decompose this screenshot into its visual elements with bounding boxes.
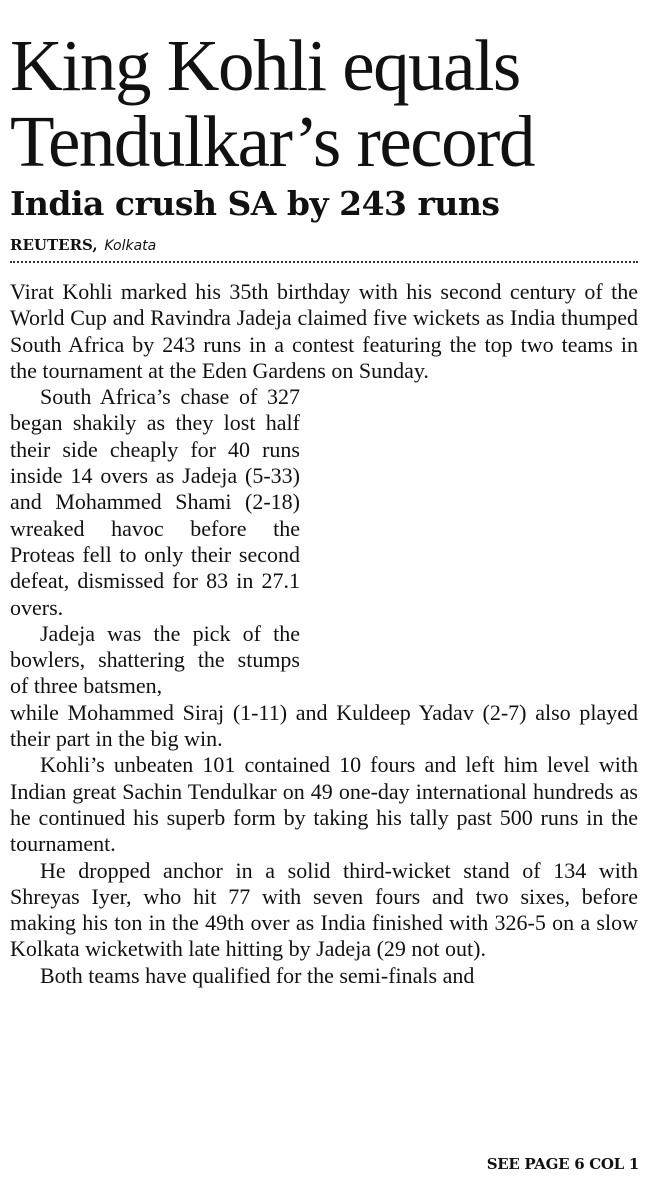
paragraph-chase: South Africa’s chase of 327 began shakily as they lost half their side cheaply for 40 runs inside 14 overs as Jadeja (5-33) and Mohammed Shami (2-18) wreaked havoc before the Proteas fell to only their second defeat, dismissed for 83 in 27.1 overs. [10, 384, 300, 620]
byline-agency: REUTERS, [10, 236, 98, 254]
paragraph-lede: Virat Kohli marked his 35th birthday with his second century of the World Cup and Ravindra Jadeja claimed five wickets as India thumped South Africa by 243 runs in a contest featuring the top two teams in the tournament at the Eden Gardens on Sunday. [10, 279, 638, 383]
headline-line-2: Tendulkar’s record [10, 101, 534, 182]
byline-place: Kolkata [104, 238, 157, 254]
dotted-divider [10, 261, 638, 263]
paragraph-kohli: Kohli’s unbeaten 101 contained 10 fours and left him level with Indian great Sachin Tendulkar on 49 one-day international hundreds as he continued his superb form by taking his tally past 500 runs in the tournament. [10, 752, 638, 857]
paragraph-jadeja-continued: while Mohammed Siraj (1-11) and Kuldeep Yadav (2-7) also played their part in the big win. [10, 699, 638, 752]
headline-line-1: King Kohli equals [10, 25, 520, 106]
paragraph-jadeja: Jadeja was the pick of the bowlers, shattering the stumps of three batsmen, [10, 620, 300, 699]
subheadline: India crush SA by 243 runs [10, 184, 500, 223]
news-article [10, 0, 638, 989]
byline [10, 234, 638, 257]
continuation-note: SEE PAGE 6 COL 1 [486, 1155, 639, 1173]
narrow-column [10, 384, 300, 700]
article-body [10, 279, 638, 989]
paragraph-partnership: He dropped anchor in a solid third-wicket stand of 134 with Shreyas Iyer, who hit 77 with seven fours and two sixes, before making his ton in the 49th over as India finished with 326-5 on a slow Kolkata wicketwith late hitting by Jadeja (29 not out). [10, 857, 638, 962]
paragraph-semifinals: Both teams have qualified for the semi-finals and [40, 962, 475, 988]
headline [10, 0, 638, 180]
